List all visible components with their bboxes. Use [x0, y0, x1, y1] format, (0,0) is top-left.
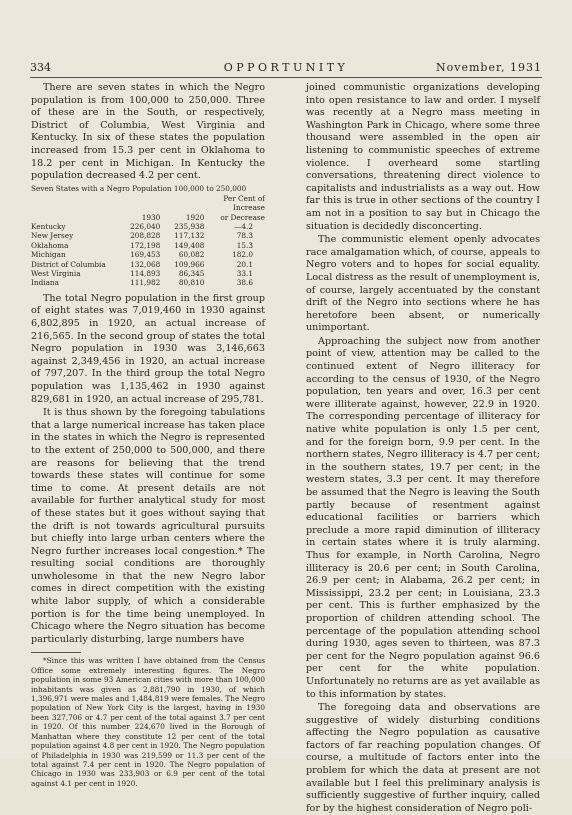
table-header: Per Cent of [223, 193, 265, 203]
value-1920: 109,966 [174, 259, 205, 269]
state-name: Indiana [31, 278, 59, 288]
percent-change: 78.3 [236, 231, 253, 241]
state-name: Kentucky [31, 221, 66, 231]
value-1930: 208,828 [130, 231, 161, 241]
paragraph: The communistic element openly advocates race amalgamation which, of course, appeals to Negro voters and to hopes for social equality. Local distress as the result of unemployment is, of course, largely accentuated by the constant drift of the Negro into sections where he has heretofore been absent, or numerically unimportant. [306, 234, 540, 334]
value-1930: 226,040 [130, 221, 161, 231]
percent-change: 33.1 [236, 269, 253, 278]
paragraph: joined communistic organizations developing into open resistance to law and order. I myself was recently at a Negro mass meeting in Washington Park in Chicago, where some three thousand were assembled in the open air listening to communistic speeches of extreme violence. I overheard some startling conversations, threatening direct violence to capitalists and industrialists as a way out. How far this is true in other sections of the country I am not in a position to say but in Chicago the situation is decidedly disconcerting. [306, 82, 540, 232]
table-row [31, 250, 265, 259]
table-header: 1930 [141, 212, 161, 222]
paragraph: The total Negro population in the first group of eight states was 7,019,460 in 1930 against 6,802,895 in 1920, an actual increase of 216,565. In the second group of states the total Negro population in 1930 was 3,146,663 against 2,349,456 in 1920, an actual increase of 797,207. In the third group the total Negro population was 1,135,462 in 1930 against 829,681 in 1920, an actual increase of 295,781. [31, 292, 265, 405]
table-row [31, 278, 265, 287]
value-1920: 60,082 [178, 250, 205, 260]
value-1920: 235,938 [174, 221, 205, 231]
population-table [31, 194, 265, 288]
value-1930: 132,068 [130, 259, 161, 269]
table-header: 1920 [185, 212, 205, 222]
footnote-rule [31, 652, 81, 653]
percent-change: 182.0 [232, 250, 253, 260]
table-title: Seven States with a Negro Population 100,000 to 250,000 [31, 183, 247, 193]
percent-change: 15.3 [236, 240, 253, 250]
right-column [306, 82, 540, 815]
magazine-title: OPPORTUNITY [223, 61, 349, 74]
table-row [31, 241, 265, 250]
paragraph: There are seven states in which the Negro population is from 100,000 to 250,000. Three of these are in the South, or respectively, District of Columbia, West Virginia and Kentucky. In six of these states the population increased from 15.3 per cent in Oklahoma to 18.2 per cent in Michigan. In Kentucky the population decreased 4.2 per cent. [31, 82, 265, 182]
table-header: or Decrease [220, 212, 265, 222]
page-number: 334 [30, 61, 51, 74]
value-1930: 111,982 [130, 278, 161, 288]
issue-date: November, 1931 [436, 61, 542, 74]
table-row [31, 231, 265, 240]
percent-change: 38.6 [236, 278, 253, 288]
value-1930: 172,198 [130, 240, 161, 250]
state-name: West Virginia [31, 269, 81, 278]
table-header: Increase [233, 203, 265, 213]
percent-change: 20.1 [236, 259, 253, 269]
table-row [31, 269, 265, 278]
state-name: District of Columbia [31, 259, 106, 269]
state-name: New Jersey [31, 231, 74, 241]
value-1920: 149,408 [174, 240, 205, 250]
left-column [31, 82, 265, 788]
paragraph: Approaching the subject now from another point of view, attention may be called to the continued extent of Negro illiteracy for according to the census of 1930, of the Negro population, ten years and over, 16.3 per cent were illiterate against, however, 22.9 in 1920. The corresponding percentage of illiteracy for native white population is only 1.5 per cent, and for the foreign born, 9.9 per cent. In the northern states, Negro illiteracy is 4.7 per cent; in the southern states, 19.7 per cent; in the western states, 3.3 per cent. It may therefore be assumed that the Negro is leaving the South partly because of resentment against educational facilities or barriers which preclude a more rapid diminution of illiteracy in certain states where it is truly alarming. Thus for example, in North Carolina, Negro illiteracy is 20.6 per cent; in South Carolina, 26.9 per cent; in Alabama, 26.2 per cent; in Mississippi, 23.2 per cent; in Louisiana, 23.3 per cent. This is further emphasized by the proportion of children attending school. The percentage of the population attending school during 1930, ages seven to thirteen, was 87.3 per cent for the Negro population against 96.6 per cent for the white population. Unfortunately no returns are as yet available as to this information by states. [306, 335, 540, 700]
footnote: *Since this was written I have obtained from the Census Office some extremely interesting figures. The Negro population in some 93 American cities with more than 100,000 inhabitants was given as 2,881,790 in 1930, of which 1,396,971 were males and 1,484,819 were females. The Negro population of New York City is the largest, having in 1930 been 327,706 or 4.7 per cent of the total against 3.7 per cent in 1920. Of this number 224,670 lived in the Borough of Manhattan where they constitute 12 per cent of the total population against 4.8 per cent in 1920. The Negro population of Philadelphia in 1930 was 219,599 or 11.3 per cent of the total against 7.4 per cent in 1920. The Negro population of Chicago in 1930 was 233,903 or 6.9 per cent of the total against 4.1 per cent in 1920. [31, 656, 265, 788]
value-1920: 86,345 [178, 269, 205, 278]
table-row [31, 222, 265, 231]
table-row [31, 260, 265, 269]
value-1930: 169,453 [130, 250, 161, 260]
header-rule [30, 77, 542, 78]
percent-change: —4.2 [234, 221, 253, 231]
value-1920: 117,132 [174, 231, 205, 241]
paragraph: It is thus shown by the foregoing tabulations that a large numerical increase has taken place in the states in which the Negro is represented to the extent of 250,000 to 500,000, and there are reasons for believing that the trend towards these states will continue for some time to come. At present details are not available for further analytical study for most of these states but it goes without saying that the drift is not towards agricultural pursuits but chiefly into large urban centers where the Negro further increases local congestion.* The resulting social conditions are thoroughly unwholesome in that the new Negro labor comes in direct competition with the existing white labor supply, of which a considerable portion is for the time being unemployed. In Chicago where the Negro situation has become particularly disturbing, large numbers have [31, 407, 265, 645]
value-1930: 114,893 [130, 269, 161, 278]
value-1920: 80,810 [178, 278, 205, 288]
state-name: Oklahoma [31, 240, 69, 250]
paragraph: The foregoing data and observations are suggestive of widely disturbing conditions affecting the Negro population as causative factors of far reaching population changes. Of course, a multitude of factors enter into the problem for which the data at present are not available but I feel this preliminary analysis is sufficiently suggestive of further inquiry, called for by the highest consideration of Negro poli- [306, 702, 540, 814]
state-name: Michigan [31, 250, 66, 260]
